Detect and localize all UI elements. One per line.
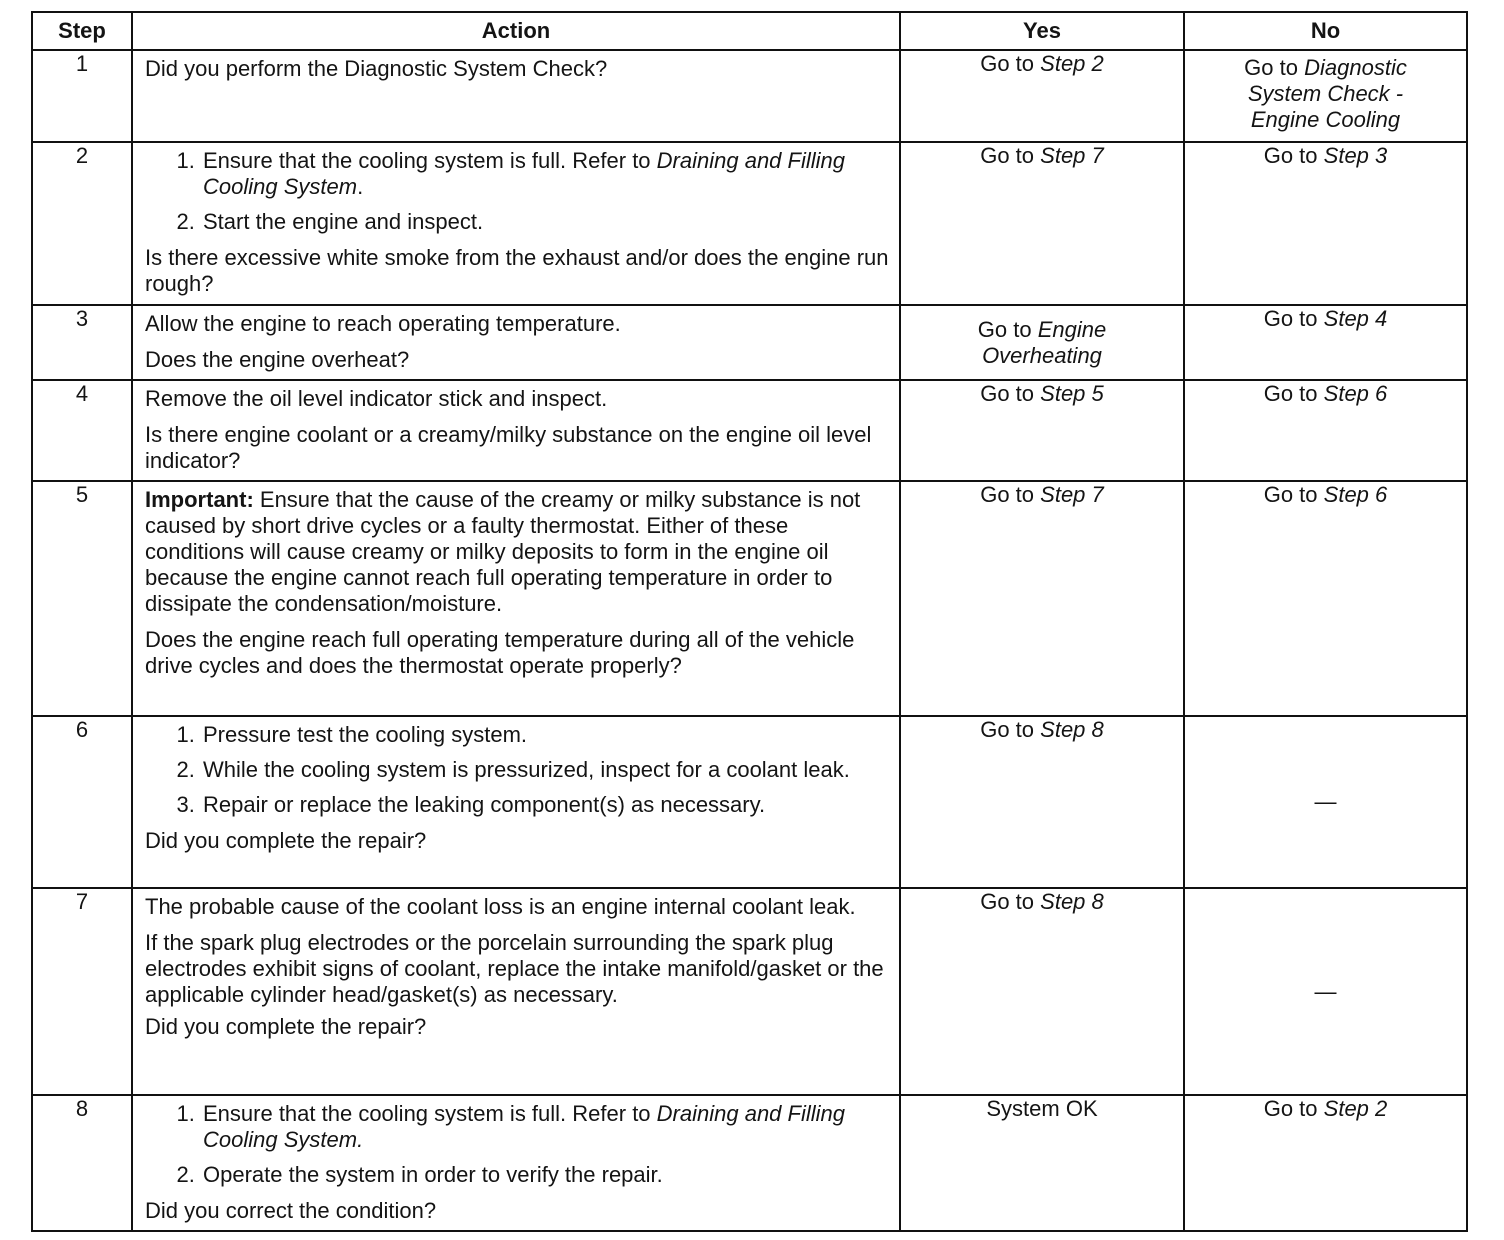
header-no: No bbox=[1184, 12, 1467, 50]
no-cell bbox=[1184, 50, 1467, 142]
diagnostic-system-check-link[interactable]: Diagnostic bbox=[1304, 55, 1407, 80]
action-question: Does the engine reach full operating temperature during all of the vehicle drive cycles and does the thermostat operate properly? bbox=[145, 627, 855, 678]
step-number: 4 bbox=[32, 380, 132, 481]
go-to-text: Go to bbox=[1263, 306, 1318, 331]
step-link[interactable]: Step 7 bbox=[1040, 143, 1104, 168]
go-to-text: Go to bbox=[980, 51, 1035, 76]
no-cell bbox=[1184, 1095, 1467, 1231]
table-row bbox=[32, 305, 1467, 380]
step-link[interactable]: Step 4 bbox=[1323, 306, 1388, 331]
action-text: The probable cause of the coolant loss is an engine internal coolant leak. bbox=[145, 894, 856, 919]
action-question: Does the engine overheat? bbox=[145, 347, 410, 372]
table-row bbox=[32, 50, 1467, 142]
no-cell bbox=[1184, 481, 1467, 716]
step-link[interactable]: Step 6 bbox=[1323, 381, 1388, 406]
no-cell bbox=[1184, 305, 1467, 380]
step-number: 1 bbox=[32, 50, 132, 142]
step-number: 3 bbox=[32, 305, 132, 380]
list-item: 2. While the cooling system is pressurized, inspect for a coolant leak. bbox=[201, 757, 889, 783]
action-cell bbox=[132, 481, 900, 716]
yes-cell bbox=[900, 716, 1184, 888]
table-row bbox=[32, 1095, 1467, 1231]
header-row bbox=[32, 12, 1467, 50]
dash: — bbox=[1314, 978, 1337, 1004]
dash: — bbox=[1314, 789, 1337, 814]
go-to-text: Go to bbox=[980, 717, 1035, 742]
header-yes: Yes bbox=[900, 12, 1184, 50]
table-row bbox=[32, 481, 1467, 716]
no-cell bbox=[1184, 142, 1467, 305]
step-link[interactable]: Step 3 bbox=[1323, 143, 1388, 168]
action-cell bbox=[132, 50, 900, 142]
action-question: Is there engine coolant or a creamy/milky substance on the engine oil level indicator? bbox=[145, 422, 872, 473]
step-number: 7 bbox=[32, 888, 132, 1095]
no-cell bbox=[1184, 888, 1467, 1095]
step-number: 2 bbox=[32, 142, 132, 305]
action-question: Did you perform the Diagnostic System Check? bbox=[145, 56, 608, 81]
yes-cell bbox=[900, 1095, 1184, 1231]
engine-overheating-link[interactable]: Overheating bbox=[982, 342, 1102, 368]
step-link[interactable]: Step 6 bbox=[1323, 482, 1388, 507]
action-text: If the spark plug electrodes or the porcelain surrounding the spark plug electrodes exhibit signs of coolant, replace the intake manifold/gasket or the applicable cylinder head/gasket(s) as necessary. bbox=[145, 930, 884, 1007]
step-link[interactable]: Step 7 bbox=[1040, 482, 1104, 507]
action-cell bbox=[132, 305, 900, 380]
no-cell bbox=[1184, 716, 1467, 888]
action-cell bbox=[132, 142, 900, 305]
go-to-text: Go to bbox=[980, 889, 1035, 914]
instruction-list bbox=[145, 1101, 889, 1188]
table-row bbox=[32, 888, 1467, 1095]
go-to-text: Go to bbox=[1244, 55, 1298, 80]
step-link[interactable]: Step 8 bbox=[1040, 889, 1104, 914]
important-note bbox=[145, 487, 889, 617]
yes-cell bbox=[900, 305, 1184, 380]
no-cell bbox=[1184, 380, 1467, 481]
go-to-text: Go to bbox=[1263, 482, 1318, 507]
go-to-text: Go to bbox=[980, 482, 1035, 507]
go-to-text: Go to bbox=[1263, 143, 1318, 168]
list-item: 1. Ensure that the cooling system is full. Refer to Draining and Filling Cooling System. bbox=[201, 148, 889, 200]
action-cell bbox=[132, 716, 900, 888]
go-to-text: Go to bbox=[980, 381, 1035, 406]
list-item: 2. Operate the system in order to verify the repair. bbox=[201, 1162, 889, 1188]
action-question: Did you complete the repair? bbox=[145, 828, 427, 853]
important-text: Ensure that the cause of the creamy or milky substance is not caused by short drive cycles or a faulty thermostat. Either of these conditions will cause creamy or milky deposits to form in the engine oil because the engine cannot reach full operating temperature in order to dissipate the condensation/moisture. bbox=[145, 487, 861, 616]
system-ok-text: System OK bbox=[986, 1096, 1098, 1121]
go-to-text: Go to bbox=[1263, 1096, 1318, 1121]
step-link[interactable]: Step 5 bbox=[1040, 381, 1104, 406]
step-number: 6 bbox=[32, 716, 132, 888]
diagnostic-system-check-link[interactable]: System Check - bbox=[1247, 81, 1404, 106]
instruction-list bbox=[145, 148, 889, 235]
yes-cell bbox=[900, 50, 1184, 142]
list-item: 1. Ensure that the cooling system is full. Refer to Draining and Filling Cooling System. bbox=[201, 1101, 889, 1153]
action-cell bbox=[132, 1095, 900, 1231]
draining-filling-link[interactable]: Draining and Filling Cooling System bbox=[203, 148, 845, 199]
action-cell bbox=[132, 888, 900, 1095]
go-to-text: Go to bbox=[977, 316, 1032, 342]
action-text: Allow the engine to reach operating temperature. bbox=[145, 311, 621, 336]
step-link[interactable]: Step 2 bbox=[1323, 1096, 1388, 1121]
instruction-list bbox=[145, 722, 889, 818]
table-row bbox=[32, 142, 1467, 305]
draining-filling-link[interactable]: Draining and Filling Cooling System. bbox=[203, 1101, 845, 1152]
step-link[interactable]: Step 8 bbox=[1040, 717, 1104, 742]
action-question: Did you complete the repair? bbox=[145, 1014, 427, 1039]
yes-cell bbox=[900, 142, 1184, 305]
action-cell bbox=[132, 380, 900, 481]
go-to-text: Go to bbox=[980, 143, 1035, 168]
engine-overheating-link[interactable]: Engine bbox=[1037, 316, 1107, 342]
go-to-text: Go to bbox=[1263, 381, 1318, 406]
diagnostic-system-check-link[interactable]: Engine Cooling bbox=[1250, 107, 1401, 132]
list-item: 2. Start the engine and inspect. bbox=[201, 209, 889, 235]
action-text: Remove the oil level indicator stick and inspect. bbox=[145, 386, 608, 411]
table-row bbox=[32, 380, 1467, 481]
list-item: 3. Repair or replace the leaking component(s) as necessary. bbox=[201, 792, 889, 818]
header-action: Action bbox=[132, 12, 900, 50]
step-number: 5 bbox=[32, 481, 132, 716]
step-link[interactable]: Step 2 bbox=[1040, 51, 1104, 76]
yes-cell bbox=[900, 481, 1184, 716]
diagnostic-table bbox=[31, 11, 1468, 1232]
important-label: Important: bbox=[145, 487, 254, 512]
yes-cell bbox=[900, 380, 1184, 481]
header-step: Step bbox=[32, 12, 132, 50]
table-row bbox=[32, 716, 1467, 888]
yes-cell bbox=[900, 888, 1184, 1095]
action-question: Did you correct the condition? bbox=[145, 1198, 437, 1223]
step-number: 8 bbox=[32, 1095, 132, 1231]
list-item: 1. Pressure test the cooling system. bbox=[201, 722, 889, 748]
action-question: Is there excessive white smoke from the exhaust and/or does the engine run rough? bbox=[145, 245, 889, 296]
